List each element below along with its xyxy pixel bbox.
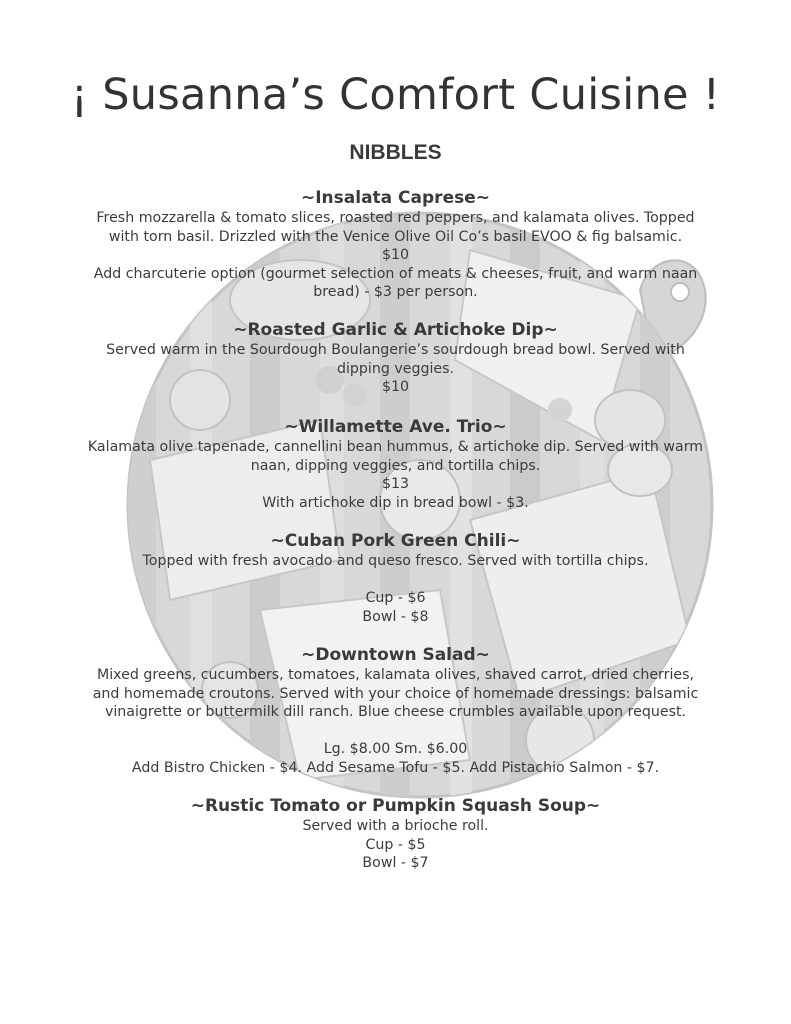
item-price: Lg. $8.00 Sm. $6.00	[323, 741, 468, 758]
item-description: and homemade croutons. Served with your choice of homemade dressings: balsamic	[92, 685, 699, 702]
item-name: ~Roasted Garlic & Artichoke Dip~	[233, 320, 558, 340]
item-price-bowl: Bowl - $7	[362, 855, 429, 872]
item-description: Served with a brioche roll.	[302, 818, 489, 834]
menu-item-willamette-trio	[0, 416, 791, 512]
menu-item-insalata-caprese	[0, 187, 791, 302]
item-addon: Add charcuterie option (gourmet selection of meats & cheeses, fruit, and warm naan	[93, 265, 698, 282]
restaurant-title: ¡ Susanna’s Comfort Cuisine !	[70, 70, 721, 120]
item-price: $10	[381, 247, 410, 264]
menu-item-green-chili	[0, 530, 791, 626]
section-heading-nibbles: NIBBLES	[349, 141, 442, 164]
item-name: ~Insalata Caprese~	[300, 188, 490, 208]
item-addon: bread) - $3 per person.	[313, 284, 478, 301]
item-name: ~Willamette Ave. Trio~	[284, 417, 507, 437]
item-description: Mixed greens, cucumbers, tomatoes, kalamata olives, shaved carrot, dried cherries,	[96, 667, 695, 683]
item-price: $10	[381, 379, 410, 396]
item-description: with torn basil. Drizzled with the Venice Olive Oil Co’s basil EVOO & fig balsamic.	[108, 228, 683, 245]
item-addon: Add Bistro Chicken - $4. Add Sesame Tofu - $5. Add Pistachio Salmon - $7.	[131, 759, 660, 776]
item-price-cup: Cup - $5	[365, 836, 426, 853]
item-description: Fresh mozzarella & tomato slices, roasted red peppers, and kalamata olives. Topped	[96, 210, 695, 226]
item-price: $13	[381, 476, 410, 493]
item-description: Kalamata olive tapenade, cannellini bean hummus, & artichoke dip. Served with warm	[87, 439, 704, 455]
item-price-bowl: Bowl - $8	[362, 608, 429, 625]
item-description: Served warm in the Sourdough Boulangerie’s sourdough bread bowl. Served with	[106, 342, 685, 358]
item-name: ~Downtown Salad~	[301, 645, 490, 665]
item-description: vinaigrette or buttermilk dill ranch. Blue cheese crumbles available upon request.	[104, 704, 687, 721]
item-description: Topped with fresh avocado and queso fresco. Served with tortilla chips.	[142, 553, 649, 569]
item-description: dipping veggies.	[336, 360, 455, 377]
menu-item-artichoke-dip	[0, 319, 791, 397]
item-name: ~Cuban Pork Green Chili~	[270, 531, 521, 551]
menu-item-downtown-salad	[0, 644, 791, 778]
menu-item-soup	[0, 795, 791, 873]
item-price-cup: Cup - $6	[365, 590, 426, 607]
item-description: naan, dipping veggies, and tortilla chips.	[250, 457, 541, 474]
item-addon: With artichoke dip in bread bowl - $3.	[262, 494, 529, 511]
item-name: ~Rustic Tomato or Pumpkin Squash Soup~	[190, 796, 601, 816]
